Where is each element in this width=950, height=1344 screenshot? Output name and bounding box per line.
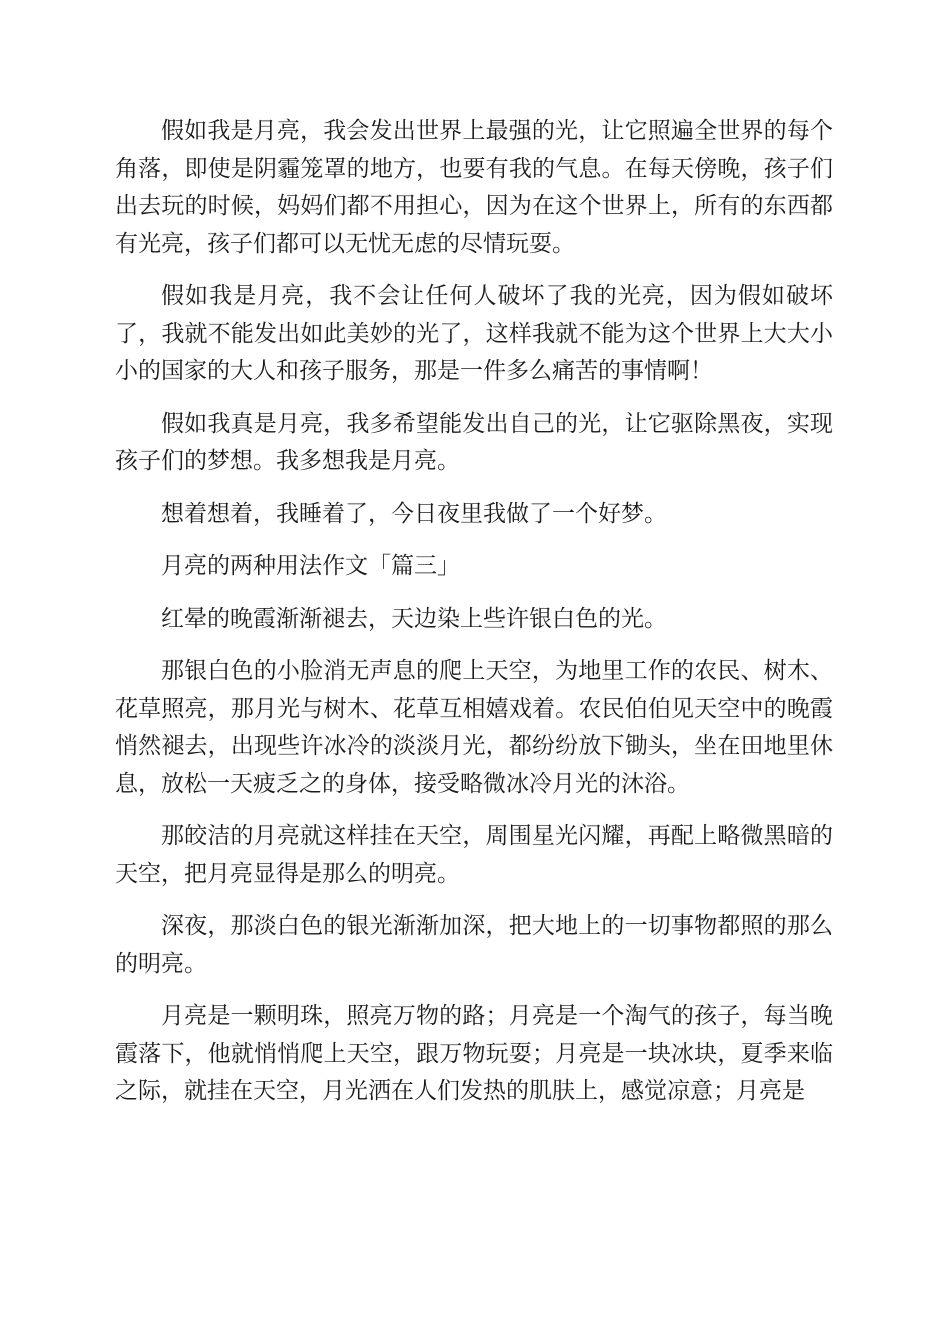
paragraph-9: 月亮是一颗明珠，照亮万物的路；月亮是一个淘气的孩子，每当晚霞落下，他就悄悄爬上天空，跟万物玩耍；月亮是一块冰块，夏季来临之际，就挂在天空，月光洒在人们发热的肌肤上，感觉凉意；月亮是 (115, 1003, 833, 1104)
paragraph-8: 深夜，那淡白色的银光渐渐加深，把大地上的一切事物都照的那么的明亮。 (115, 913, 833, 977)
paragraph-7: 那皎洁的月亮就这样挂在天空，周围星光闪耀，再配上略微黑暗的天空，把月亮显得是那么的明亮。 (115, 823, 833, 887)
section-heading: 月亮的两种用法作文「篇三」 (161, 553, 460, 579)
paragraph-6: 那银白色的小脸消无声息的爬上天空，为地里工作的农民、树木、花草照亮，那月光与树木、花草互相嬉戏着。农民伯伯见天空中的晚霞悄然褪去，出现些许冰冷的淡淡月光，都纷纷放下锄头，坐在田地里休息，放松一天疲乏之的身体，接受略微冰冷月光的沐浴。 (115, 658, 833, 797)
paragraph-2: 假如我是月亮，我不会让任何人破坏了我的光亮，因为假如破坏了，我就不能发出如此美妙的光了，这样我就不能为这个世界上大大小小的国家的大人和孩子服务，那是一件多么痛苦的事情啊！ (115, 283, 833, 384)
paragraph-1: 假如我是月亮，我会发出世界上最强的光，让它照遍全世界的每个角落，即使是阴霾笼罩的地方，也要有我的气息。在每天傍晚，孩子们出去玩的时候，妈妈们都不用担心，因为在这个世界上，所有的东西都有光亮，孩子们都可以无忧无虑的尽情玩耍。 (115, 118, 833, 257)
paragraph-5: 红晕的晚霞渐渐褪去，天边染上些许银白色的光。 (161, 605, 667, 632)
paragraph-3: 假如我真是月亮，我多希望能发出自己的光，让它驱除黑夜，实现孩子们的梦想。我多想我是月亮。 (115, 410, 833, 474)
document-body (115, 113, 833, 1126)
paragraph-4: 想着想着，我睡着了，今日夜里我做了一个好梦。 (161, 500, 667, 527)
